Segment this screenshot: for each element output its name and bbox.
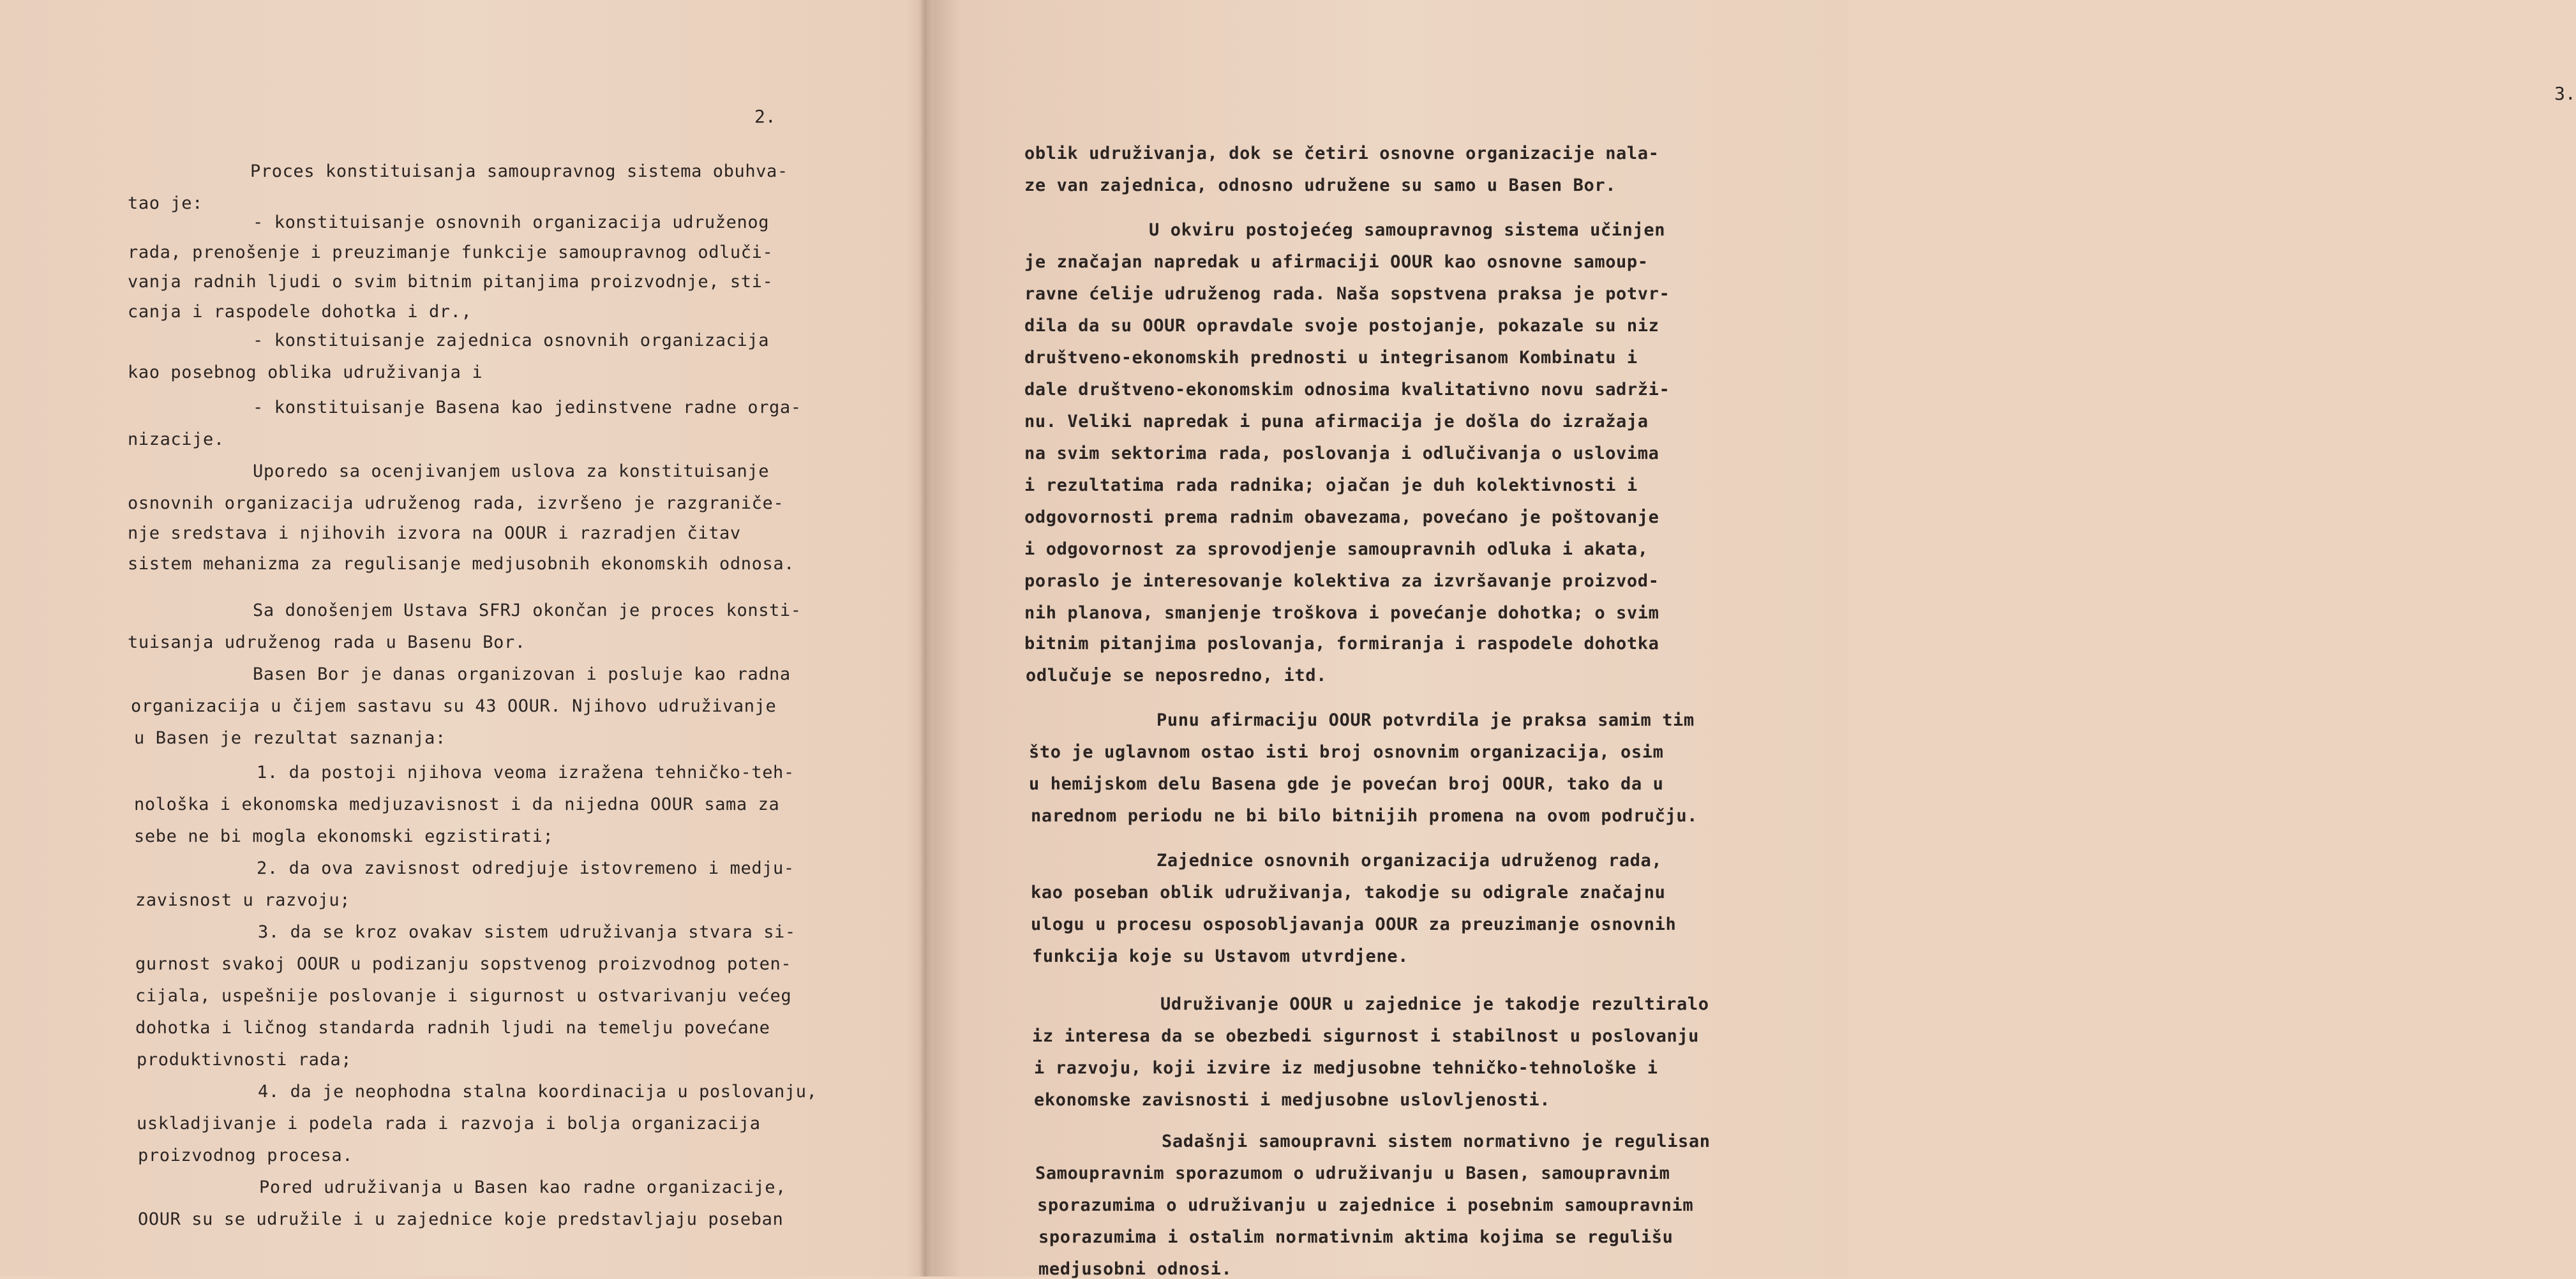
text-line: sebe ne bi mogla ekonomski egzistirati; xyxy=(134,826,554,846)
text-line: i rezultatima rada radnika; ojačan je duh kolektivnosti i xyxy=(1024,475,1638,495)
text-line: 3. da se kroz ovakav sistem udruživanja stvara si- xyxy=(258,922,796,942)
text-line: zavisnost u razvoju; xyxy=(135,890,351,910)
text-line: 4. da je neophodna stalna koordinacija u poslovanju, xyxy=(258,1082,818,1102)
text-line: nih planova, smanjenje troškova i povećanje dohotka; o svim xyxy=(1024,603,1659,623)
text-line: nološka i ekonomska medjuzavisnost i da nijedna OOUR sama za xyxy=(134,795,780,814)
text-line: poraslo je interesovanje kolektiva za izvršavanje proizvod- xyxy=(1024,571,1659,591)
text-line: Udruživanje OOUR u zajednice je takodje rezultiralo xyxy=(1160,994,1709,1014)
text-line: - konstituisanje osnovnih organizacija udruženog xyxy=(253,213,770,232)
text-line: što je uglavnom ostao isti broj osnovnim organizacija, osim xyxy=(1029,742,1664,762)
text-line: uskladjivanje i podela rada i razvoja i bolja organizacija xyxy=(137,1114,761,1133)
text-line: cijala, uspešnije poslovanje i sigurnost u ostvarivanju većeg xyxy=(135,986,792,1006)
text-line: društveno-ekonomskih prednosti u integrisanom Kombinatu i xyxy=(1024,348,1638,368)
page-number: 2. xyxy=(754,106,776,127)
text-line: - konstituisanje zajednica osnovnih organizacija xyxy=(253,331,770,350)
text-line: u hemijskom delu Basena gde je povećan broj OOUR, tako da u xyxy=(1029,774,1664,794)
text-line: nizacije. xyxy=(128,430,225,449)
text-line: je značajan napredak u afirmaciji OOUR kao osnovne samoup- xyxy=(1024,252,1649,272)
text-line: Pored udruživanja u Basen kao radne organizacije, xyxy=(259,1178,786,1197)
text-line: gurnost svakoj OOUR u podizanju sopstvenog proizvodnog poten- xyxy=(135,954,792,974)
text-line: kao poseban oblik udruživanja, takodje su odigrale značajnu xyxy=(1031,883,1666,902)
text-line: produktivnosti rada; xyxy=(137,1050,352,1070)
text-line: ekonomske zavisnosti i medjusobne uslovljenosti. xyxy=(1034,1090,1551,1110)
text-line: u Basen je rezultat saznanja: xyxy=(134,728,446,748)
text-line: tuisanja udruženog rada u Basenu Bor. xyxy=(128,632,526,652)
text-line: ulogu u procesu osposobljavanja OOUR za preuzimanje osnovnih xyxy=(1031,915,1677,934)
text-line: osnovnih organizacija udruženog rada, izvršeno je razgraniče- xyxy=(128,493,784,513)
text-line: proizvodnog procesa. xyxy=(138,1146,354,1165)
text-line: narednom periodu ne bi bilo bitnijih promena na ovom području. xyxy=(1031,806,1698,826)
text-line: na svim sektorima rada, poslovanja i odlučivanja o uslovima xyxy=(1024,444,1659,463)
text-line: OOUR su se udružile i u zajednice koje predstavljaju poseban xyxy=(138,1209,784,1229)
text-line: ze van zajednica, odnosno udružene su samo u Basen Bor. xyxy=(1024,176,1617,195)
left-page xyxy=(0,0,919,1276)
text-line: - konstituisanje Basena kao jedinstvene radne orga- xyxy=(253,398,802,417)
text-line: Sa donošenjem Ustava SFRJ okončan je proces konsti- xyxy=(253,601,802,620)
text-line: tao je: xyxy=(128,193,203,213)
text-line: U okviru postojećeg samoupravnog sistema učinjen xyxy=(1149,220,1666,240)
text-line: iz interesa da se obezbedi sigurnost i stabilnost u poslovanju xyxy=(1032,1026,1700,1046)
text-line: kao posebnog oblika udruživanja i xyxy=(128,363,483,382)
text-line: nu. Veliki napredak i puna afirmacija je došla do izražaja xyxy=(1024,412,1649,431)
text-line: dila da su OOUR opravdale svoje postojanje, pokazale su niz xyxy=(1024,316,1659,336)
text-line: sistem mehanizma za regulisanje medjusobnih ekonomskih odnosa. xyxy=(128,554,795,574)
text-line: dale društveno-ekonomskim odnosima kvalitativno novu sadrži- xyxy=(1024,380,1670,400)
text-line: vanja radnih ljudi o svim bitnim pitanjima proizvodnje, sti- xyxy=(128,272,774,292)
book-gutter xyxy=(919,0,933,1276)
text-line: i odgovornost za sprovodjenje samoupravnih odluka i akata, xyxy=(1024,539,1649,559)
text-line: dohotka i ličnog standarda radnih ljudi na temelju povećane xyxy=(135,1018,770,1038)
text-line: medjusobni odnosi. xyxy=(1038,1259,1232,1279)
text-line: i razvoju, koji izvire iz medjusobne tehničko-tehnološke i xyxy=(1034,1058,1658,1078)
text-line: ravne ćelije udruženog rada. Naša sopstvena praksa je potvr- xyxy=(1024,284,1670,304)
text-line: oblik udruživanja, dok se četiri osnovne organizacije nala- xyxy=(1024,144,1659,163)
text-line: Basen Bor je danas organizovan i posluje kao radna xyxy=(253,664,791,684)
text-line: Samoupravnim sporazumom o udruživanju u Basen, samoupravnim xyxy=(1035,1163,1670,1183)
text-line: Sadašnji samoupravni sistem normativno je regulisan xyxy=(1162,1132,1711,1151)
text-line: funkcija koje su Ustavom utvrdjene. xyxy=(1032,946,1409,966)
text-line: nje sredstava i njihovih izvora na OOUR i razradjen čitav xyxy=(128,523,741,543)
text-line: Proces konstituisanja samoupravnog sistema obuhva- xyxy=(250,161,788,181)
text-line: rada, prenošenje i preuzimanje funkcije samoupravnog odluči- xyxy=(128,243,774,262)
text-line: Punu afirmaciju OOUR potvrdila je praksa samim tim xyxy=(1157,710,1695,730)
right-page xyxy=(933,0,2576,1279)
text-line: canja i raspodele dohotka i dr., xyxy=(128,302,472,322)
text-line: Zajednice osnovnih organizacija udruženog rada, xyxy=(1157,851,1663,871)
text-line: odgovornosti prema radnim obavezama, povećano je poštovanje xyxy=(1024,507,1659,527)
text-line: 2. da ova zavisnost odredjuje istovremeno i medju- xyxy=(257,858,795,878)
text-line: sporazumima i ostalim normativnim aktima kojima se regulišu xyxy=(1038,1227,1674,1247)
text-line: bitnim pitanjima poslovanja, formiranja i raspodele dohotka xyxy=(1024,634,1659,654)
text-line: organizacija u čijem sastavu su 43 OOUR. Njihovo udruživanje xyxy=(131,696,777,716)
page-number: 3. xyxy=(2554,83,2576,104)
text-line: sporazumima o udruživanju u zajednice i posebnim samoupravnim xyxy=(1037,1195,1694,1215)
text-line: odlučuje se neposredno, itd. xyxy=(1026,666,1327,685)
text-line: Uporedo sa ocenjivanjem uslova za konstituisanje xyxy=(253,461,770,481)
text-line: 1. da postoji njihova veoma izražena tehničko-teh- xyxy=(257,763,795,782)
